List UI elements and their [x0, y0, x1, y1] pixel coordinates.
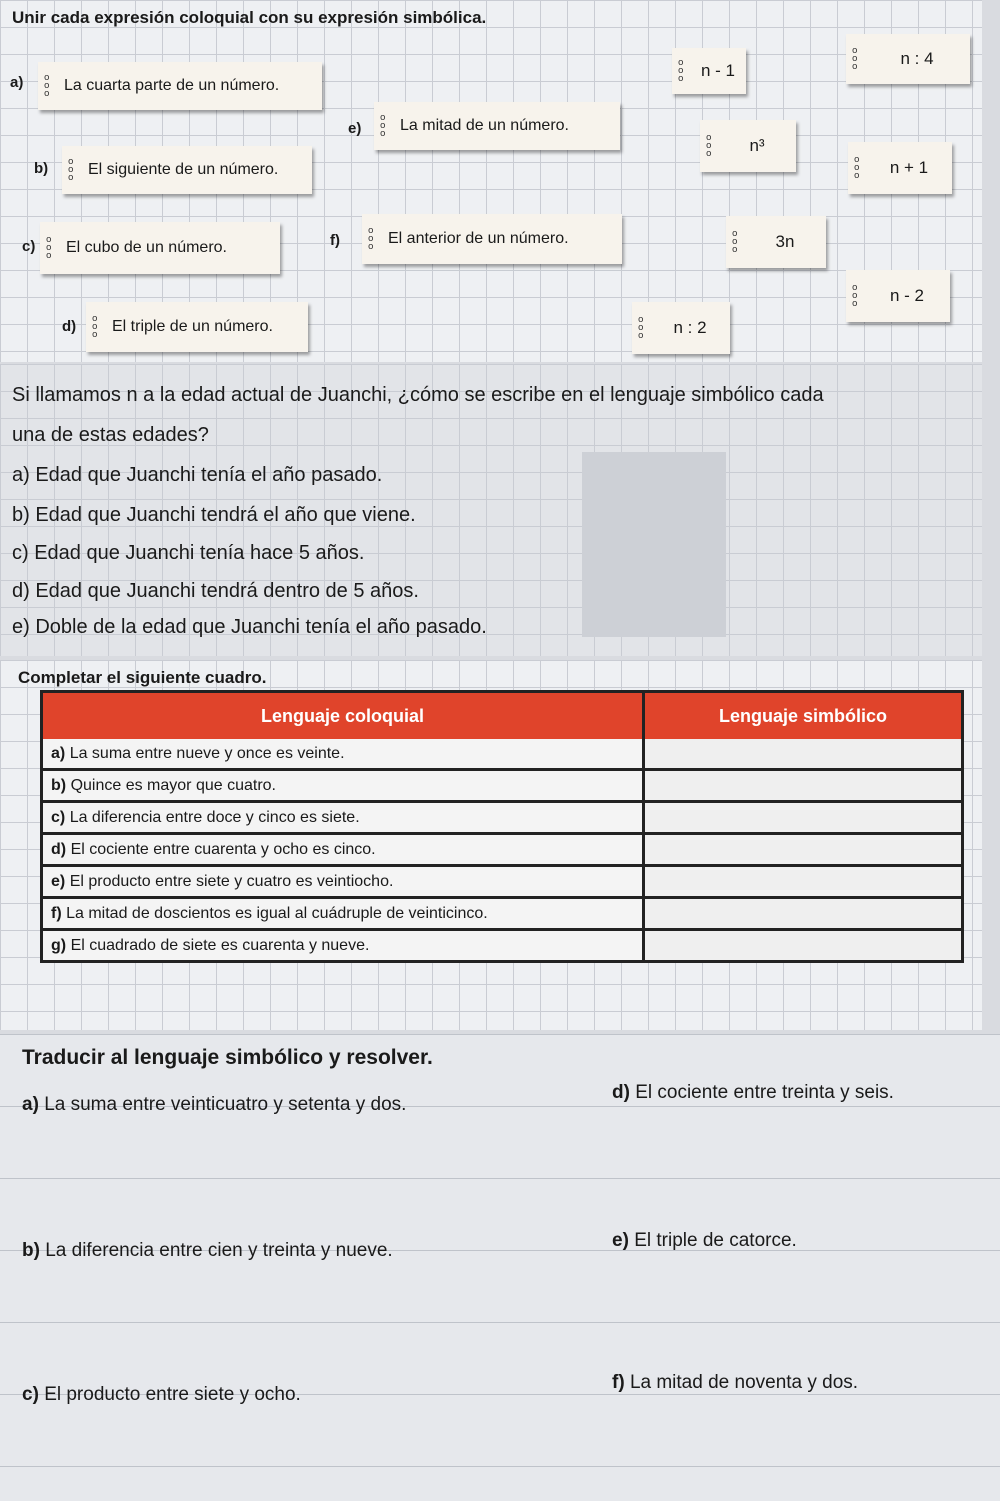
symbol-text: n³ — [749, 136, 765, 155]
solve-item-a — [22, 1094, 406, 1116]
spiral-icon: o o o — [678, 58, 684, 84]
card-anterior[interactable] — [362, 214, 622, 264]
row-coloquial — [42, 770, 644, 802]
card-cuarta-parte[interactable] — [38, 62, 322, 110]
row-letter: f) — [51, 904, 62, 922]
answer-blank-area[interactable] — [582, 452, 726, 637]
header-coloquial: Lenguaje coloquial — [42, 692, 644, 740]
juanchi-item-b: b) Edad que Juanchi tendrá el año que viene. — [12, 504, 416, 526]
item-text: El cociente entre treinta y seis. — [635, 1082, 894, 1103]
spiral-icon: o o o — [706, 133, 712, 159]
row-letter: g) — [51, 936, 67, 954]
spiral-icon: o o o — [732, 229, 738, 255]
table-row — [42, 866, 963, 898]
header-simbolico: Lenguaje simbólico — [644, 692, 963, 740]
card-siguiente[interactable] — [62, 146, 312, 194]
spiral-icon: o o o — [44, 73, 50, 99]
item-text: El producto entre siete y ocho. — [44, 1384, 301, 1405]
row-letter: d) — [51, 840, 67, 858]
row-coloquial — [42, 898, 644, 930]
solve-item-f — [612, 1372, 858, 1394]
section1-title: Unir cada expresión coloquial con su expresión simbólica. — [12, 8, 487, 27]
row-text: La suma entre nueve y once es veinte. — [69, 744, 345, 762]
row-letter: e) — [51, 872, 66, 890]
spiral-icon: o o o — [638, 315, 644, 341]
table-row — [42, 770, 963, 802]
symbol-card-n-cubed[interactable] — [700, 120, 796, 172]
item-d-letter: d) — [62, 318, 77, 335]
row-symbolic-input[interactable] — [644, 834, 963, 866]
card-text: La cuarta parte de un número. — [64, 77, 280, 94]
solve-item-b — [22, 1240, 393, 1262]
symbol-card-n-minus-1[interactable] — [672, 48, 746, 94]
row-coloquial — [42, 802, 644, 834]
spiral-icon: o o o — [92, 314, 98, 340]
table-row — [42, 930, 963, 962]
symbol-text: n + 1 — [889, 158, 929, 177]
card-cubo[interactable] — [40, 222, 280, 274]
solve-item-d — [612, 1082, 894, 1104]
table-row — [42, 739, 963, 770]
row-coloquial — [42, 866, 644, 898]
item-letter: e) — [612, 1230, 629, 1251]
item-e-letter: e) — [348, 120, 362, 137]
table-row — [42, 802, 963, 834]
row-letter: c) — [51, 808, 66, 826]
symbol-text: n : 2 — [673, 318, 707, 337]
row-text: Quince es mayor que cuatro. — [70, 776, 276, 794]
question-line2: una de estas edades? — [12, 424, 209, 446]
item-letter: f) — [612, 1372, 625, 1393]
item-letter: b) — [22, 1240, 40, 1261]
row-letter: a) — [51, 744, 66, 762]
row-text: El cuadrado de siete es cuarenta y nueve. — [70, 936, 370, 954]
row-text: La diferencia entre doce y cinco es siete. — [69, 808, 360, 826]
table-row — [42, 898, 963, 930]
row-symbolic-input[interactable] — [644, 866, 963, 898]
question-line1: Si llamamos n a la edad actual de Juanchi, ¿cómo se escribe en el lenguaje simbólico cada — [12, 384, 824, 406]
card-text: El cubo de un número. — [66, 239, 227, 256]
row-text: La mitad de doscientos es igual al cuádruple de veinticinco. — [66, 904, 488, 922]
symbol-card-n-plus-1[interactable] — [848, 142, 952, 194]
item-letter: d) — [612, 1082, 630, 1103]
row-symbolic-input[interactable] — [644, 802, 963, 834]
item-text: La mitad de noventa y dos. — [629, 1372, 859, 1393]
item-f-letter: f) — [330, 232, 340, 249]
row-coloquial — [42, 834, 644, 866]
item-text: El triple de catorce. — [634, 1230, 797, 1251]
solve-item-c — [22, 1384, 301, 1406]
symbol-text: n - 2 — [889, 286, 925, 305]
juanchi-item-a: a) Edad que Juanchi tenía el año pasado. — [12, 464, 383, 486]
spiral-icon: o o o — [380, 113, 386, 139]
item-letter: a) — [22, 1094, 39, 1115]
item-c-letter: c) — [22, 238, 36, 255]
symbol-text: n : 4 — [900, 49, 934, 68]
section4-title: Traducir al lenguaje simbólico y resolver. — [22, 1046, 433, 1069]
matching-section — [0, 0, 982, 362]
card-triple[interactable] — [86, 302, 308, 352]
item-letter: c) — [22, 1384, 39, 1405]
card-text: El anterior de un número. — [388, 230, 569, 247]
card-text: El triple de un número. — [112, 318, 273, 335]
item-text: La diferencia entre cien y treinta y nueve. — [45, 1240, 393, 1261]
spiral-icon: o o o — [68, 157, 74, 183]
card-text: El siguiente de un número. — [88, 161, 279, 178]
card-mitad[interactable] — [374, 102, 620, 150]
symbol-card-3n[interactable] — [726, 216, 826, 268]
juanchi-item-c: c) Edad que Juanchi tenía hace 5 años. — [12, 542, 365, 564]
card-text: La mitad de un número. — [400, 117, 569, 134]
spiral-icon: o o o — [368, 226, 374, 252]
solve-item-e — [612, 1230, 797, 1252]
item-b-letter: b) — [34, 160, 49, 177]
table-row — [42, 834, 963, 866]
symbol-card-n-div-4[interactable] — [846, 34, 970, 84]
section3-title: Completar el siguiente cuadro. — [18, 668, 267, 687]
spiral-icon: o o o — [854, 155, 860, 181]
juanchi-item-d: d) Edad que Juanchi tendrá dentro de 5 años. — [12, 580, 419, 602]
row-symbolic-input[interactable] — [644, 770, 963, 802]
row-text: El producto entre siete y cuatro es veintiocho. — [69, 872, 394, 890]
symbol-text: 3n — [775, 232, 795, 251]
item-a-letter: a) — [10, 74, 24, 91]
translation-table — [40, 690, 964, 963]
row-coloquial — [42, 739, 644, 770]
juanchi-item-e: e) Doble de la edad que Juanchi tenía el año pasado. — [12, 616, 487, 638]
row-symbolic-input[interactable] — [644, 930, 963, 962]
row-symbolic-input[interactable] — [644, 898, 963, 930]
row-letter: b) — [51, 776, 67, 794]
symbol-card-n-minus-2[interactable] — [846, 270, 950, 322]
row-text: El cociente entre cuarenta y ocho es cinco. — [70, 840, 376, 858]
row-symbolic-input[interactable] — [644, 739, 963, 770]
row-coloquial — [42, 930, 644, 962]
spiral-icon: o o o — [852, 283, 858, 309]
spiral-icon: o o o — [46, 235, 52, 261]
item-text: La suma entre veinticuatro y setenta y dos. — [44, 1094, 407, 1115]
symbol-card-n-div-2[interactable] — [632, 302, 730, 354]
symbol-text: n - 1 — [700, 61, 736, 80]
spiral-icon: o o o — [852, 46, 858, 72]
